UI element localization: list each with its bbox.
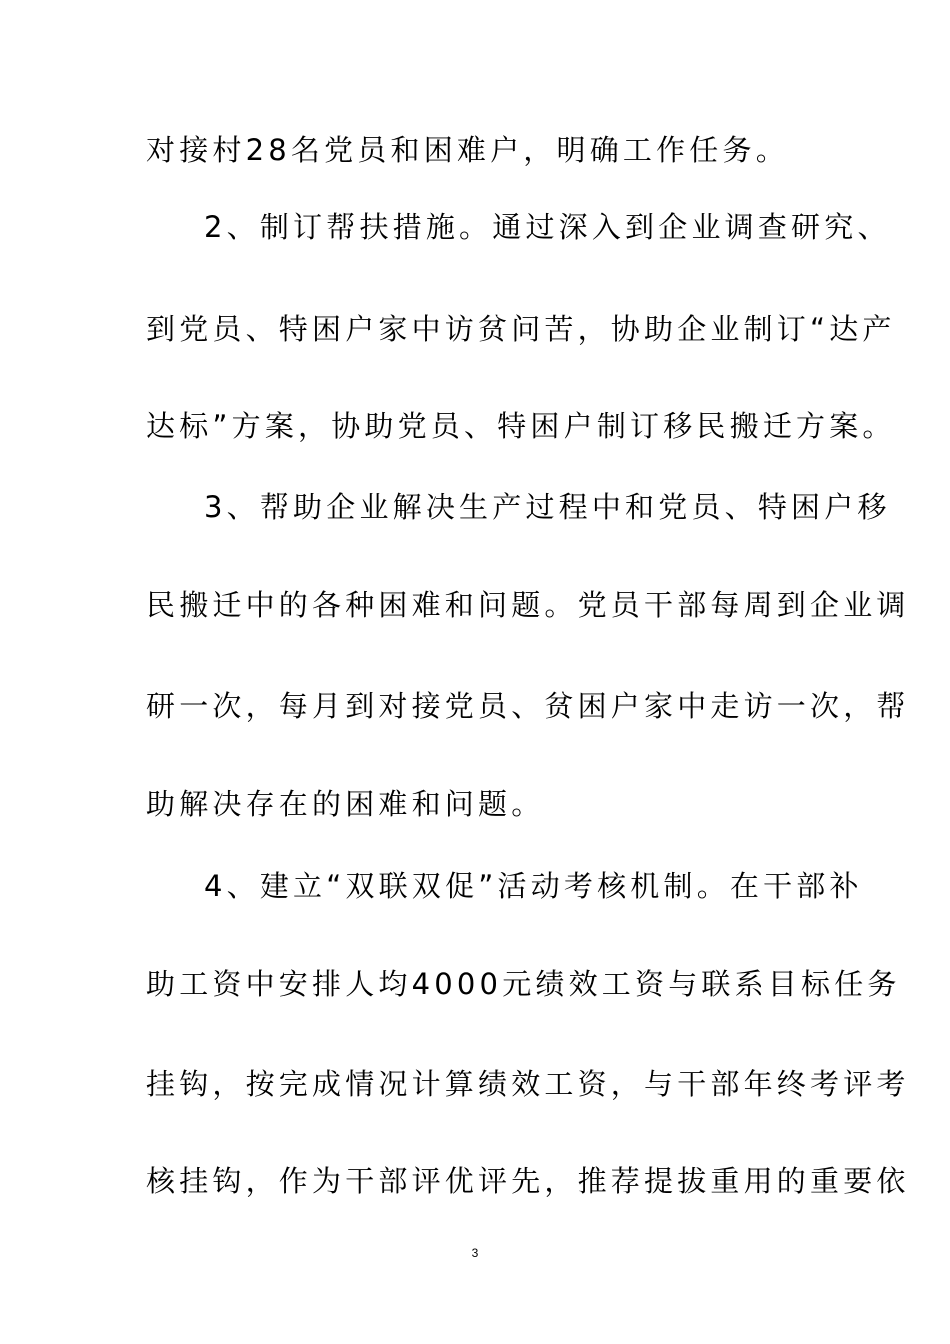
text-line-7: 研一次，每月到对接党员、贫困户家中走访一次，帮	[146, 689, 910, 723]
text-line-6: 民搬迁中的各种困难和问题。党员干部每周到企业调	[146, 588, 910, 622]
text-line-10: 助工资中安排人均4000元绩效工资与联系目标任务	[146, 967, 901, 1001]
text-line-8: 助解决存在的困难和问题。	[146, 787, 545, 821]
page-number: 3	[471, 1246, 479, 1260]
text-line-2: 2、制订帮扶措施。通过深入到企业调查研究、	[204, 210, 891, 244]
text-line-11: 挂钩，按完成情况计算绩效工资，与干部年终考评考	[146, 1067, 910, 1101]
text-line-3: 到党员、特困户家中访贫问苦，协助企业制订“达产	[146, 312, 896, 346]
text-line-12: 核挂钩，作为干部评优评先，推荐提拔重用的重要依	[146, 1164, 910, 1198]
text-line-1: 对接村28名党员和困难户，明确工作任务。	[146, 133, 789, 167]
text-line-4: 达标”方案，协助党员、特困户制订移民搬迁方案。	[146, 409, 896, 443]
text-line-5: 3、帮助企业解决生产过程中和党员、特困户移	[204, 490, 891, 524]
text-line-9: 4、建立“双联双促”活动考核机制。在干部补	[204, 869, 863, 903]
